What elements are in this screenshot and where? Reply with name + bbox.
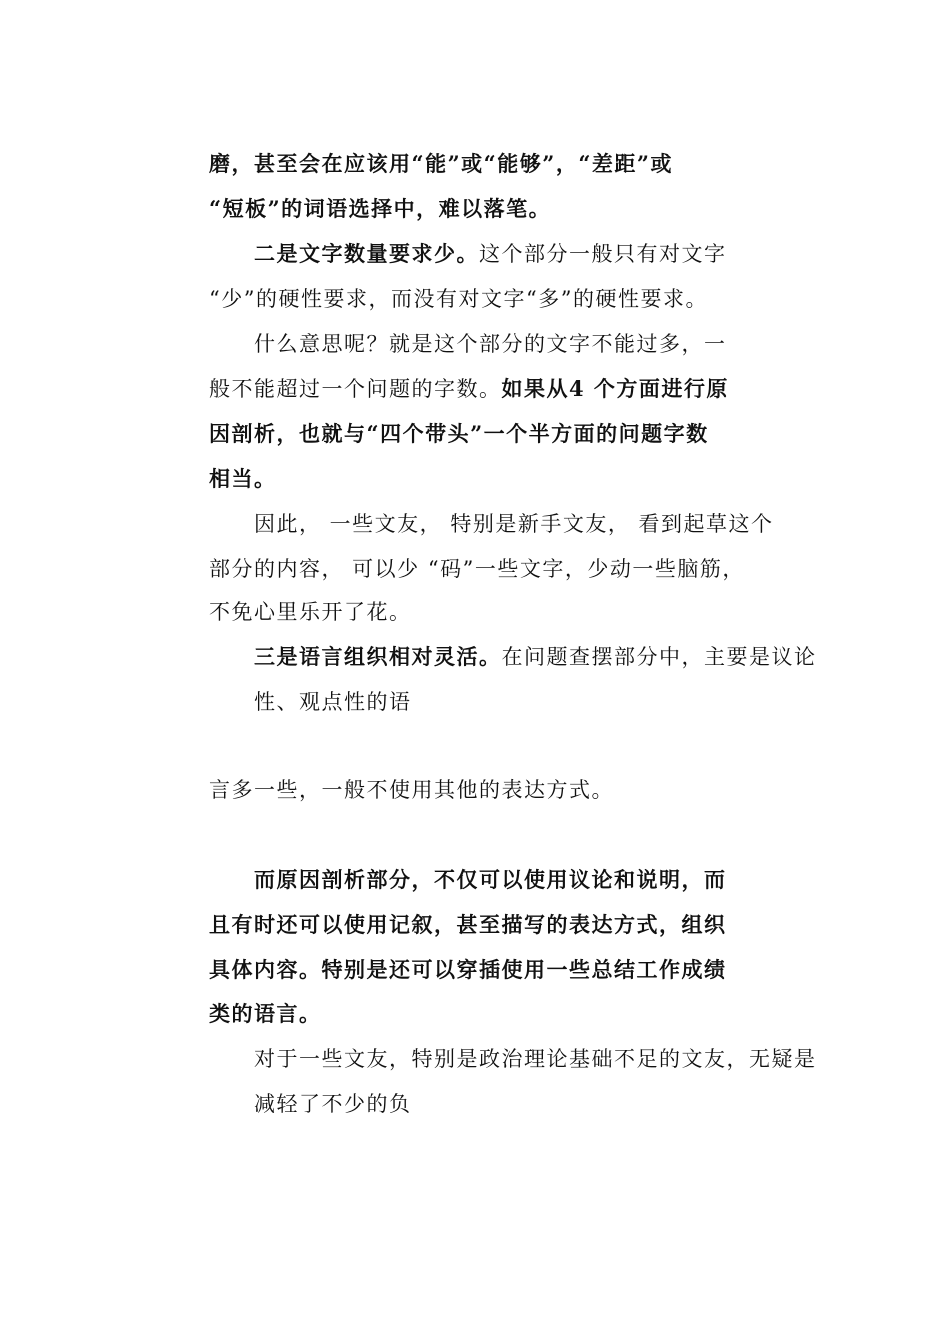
text-span: 减轻了不少的负 — [254, 1092, 412, 1116]
text-line — [254, 1090, 412, 1118]
text-span: 在问题查摆部分中，主要是议论 — [501, 645, 817, 669]
text-span: 什么意思呢？就是这个部分的文字不能过多，一 — [254, 332, 727, 356]
text-span-bold: 类的语言。 — [209, 1001, 322, 1026]
text-span: 对于一些文友，特别是政治理论基础不足的文友，无疑是 — [254, 1047, 817, 1071]
text-line — [209, 598, 412, 626]
text-span-bold: 相当。 — [209, 466, 277, 491]
text-line — [254, 866, 727, 894]
text-span: 般不能超过一个问题的字数。 — [209, 377, 502, 401]
text-span: 不免心里乐开了花。 — [209, 600, 412, 624]
text-span: 因此， 一些文友， 特别是新手文友， 看到起草这个 — [254, 512, 774, 536]
text-span-bold: 且有时还可以使用记叙，甚至描写的表达方式，组织 — [209, 912, 727, 937]
text-span-bold: “短板”的词语选择中，难以落笔。 — [209, 196, 552, 221]
text-line — [254, 688, 412, 716]
text-line — [254, 240, 727, 268]
text-line — [254, 510, 774, 538]
text-span-bold: 磨，甚至会在应该用“能”或“能够”，“差距”或 — [209, 151, 673, 176]
text-span: 言多一些，一般不使用其他的表达方式。 — [209, 778, 614, 802]
text-span-bold: 而原因剖析部分，不仅可以使用议论和说明，而 — [254, 867, 727, 892]
text-line — [209, 150, 673, 178]
text-line — [209, 776, 614, 804]
text-span-bold: 如果从4 个方面进行原 — [501, 376, 729, 401]
text-line — [209, 911, 727, 939]
text-line — [254, 643, 817, 671]
text-span-bold: 具体内容。特别是还可以穿插使用一些总结工作成绩 — [209, 957, 727, 982]
text-line — [209, 375, 729, 403]
text-span: 这个部分一般只有对文字 — [479, 242, 727, 266]
text-span-bold: 二是文字数量要求少。 — [254, 241, 479, 266]
text-line — [209, 420, 709, 448]
text-line — [209, 956, 727, 984]
text-line — [254, 330, 727, 358]
text-line — [254, 1045, 817, 1073]
text-span: “少”的硬性要求，而没有对文字“多”的硬性要求。 — [209, 287, 708, 311]
text-span: 部分的内容， 可以少 “码”一些文字，少动一些脑筋， — [209, 557, 745, 581]
text-span-bold: 三是语言组织相对灵活。 — [254, 644, 502, 669]
text-span: 性、观点性的语 — [254, 690, 412, 714]
text-line — [209, 285, 708, 313]
text-line — [209, 465, 277, 493]
text-span-bold: 因剖析，也就与“四个带头”一个半方面的问题字数 — [209, 421, 709, 446]
text-line — [209, 195, 551, 223]
text-line — [209, 1000, 322, 1028]
text-line — [209, 555, 745, 583]
